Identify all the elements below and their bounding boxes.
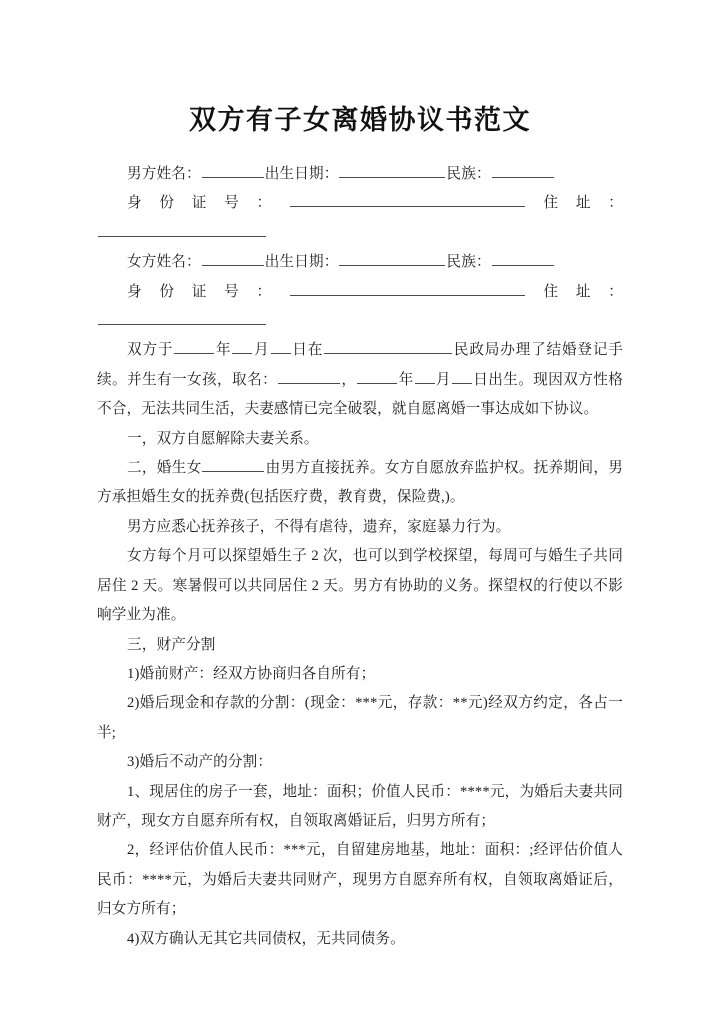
property-premarital: 1)婚前财产：经双方协商归各自所有； <box>127 665 376 682</box>
female-id-blank[interactable] <box>290 281 525 296</box>
civil-affairs-bureau-blank[interactable] <box>324 340 452 355</box>
male-address-blank[interactable] <box>98 222 266 237</box>
property-real-estate-heading: 3)婚后不动产的分割： <box>127 754 273 771</box>
preamble-paragraph <box>97 336 623 424</box>
preamble-year-unit: 年 <box>215 342 232 359</box>
male-name-blank[interactable] <box>202 163 264 178</box>
female-address-blank[interactable] <box>98 310 266 325</box>
clause-custody <box>97 454 623 513</box>
male-party-id-line <box>97 189 623 248</box>
female-name-blank[interactable] <box>202 251 264 266</box>
custody-child-name-blank[interactable] <box>202 457 264 472</box>
male-id-label: 身份证号： <box>127 195 289 212</box>
female-id-label: 身份证号： <box>127 283 289 300</box>
preamble-day-unit: 日在 <box>291 342 324 359</box>
clause-care-obligation: 男方应悉心抚养孩子，不得有虐待，遗弃，家庭暴力行为。 <box>127 518 511 535</box>
female-ethnicity-label: 民族： <box>446 254 491 271</box>
female-address-label: 住址： <box>525 283 623 300</box>
female-ethnicity-blank[interactable] <box>492 251 554 266</box>
preamble-seg3: 日出生。现因双方性格不合，无法共同生活，夫妻感情已完全破裂，就自愿离婚一事达成如下协议。 <box>97 371 624 418</box>
male-party-identity-line <box>97 160 623 189</box>
female-name-label: 女方姓名： <box>127 254 201 271</box>
male-id-blank[interactable] <box>290 193 525 208</box>
child-birth-month-blank[interactable] <box>415 369 435 384</box>
male-ethnicity-label: 民族： <box>446 166 491 182</box>
preamble-month-unit: 月 <box>253 342 270 359</box>
female-birth-label: 出生日期： <box>264 254 339 271</box>
property-debts: 4)双方确认无其它共同债权，无共同债务。 <box>127 930 405 947</box>
child-name-blank[interactable] <box>278 369 340 384</box>
male-address-label: 住址： <box>525 195 623 212</box>
male-name-label: 男方姓名： <box>127 166 201 182</box>
female-birth-blank[interactable] <box>339 251 445 266</box>
child-birth-day-blank[interactable] <box>452 369 472 384</box>
female-party-id-line <box>97 278 623 337</box>
document-title: 双方有子女离婚协议书范文 <box>189 105 531 136</box>
male-birth-label: 出生日期： <box>264 166 339 182</box>
marriage-day-blank[interactable] <box>271 340 291 355</box>
male-birth-blank[interactable] <box>339 163 445 178</box>
preamble-comma: ， <box>341 371 357 388</box>
clause-custody-prefix: 二，婚生女 <box>127 460 202 477</box>
clause-property-heading: 三，财产分割 <box>127 636 216 653</box>
preamble-month-unit2: 月 <box>435 371 451 388</box>
clause-visitation-rights: 女方每个月可以探望婚生子 2 次，也可以到学校探望，每周可与婚生子共同居住 2 天。寒暑假可以共同居住 2 天。男方有协助的义务。探望权的行使以不影响学业为准。 <box>97 548 623 624</box>
clause-dissolution: 一，双方自愿解除夫妻关系。 <box>127 430 319 447</box>
female-party-identity-line <box>97 248 623 277</box>
property-cash-deposits: 2)婚后现金和存款的分割：(现金：***元，存款：**元)经双方约定，各占一半; <box>97 695 623 741</box>
preamble-seg1: 双方于 <box>127 342 174 359</box>
clause-custody-body: 由男方直接抚养。女方自愿放弃监护权。抚养期间，男方承担婚生女的抚养费(包括医疗费，教育费，保险费,)。 <box>97 460 623 506</box>
child-birth-year-blank[interactable] <box>357 369 397 384</box>
property-real-estate-item-1: 1、现居住的房子一套，地址：面积；价值人民币：****元，为婚后夫妻共同财产，现女方自愿弃所有权，自领取离婚证后，归男方所有； <box>97 783 623 829</box>
marriage-month-blank[interactable] <box>232 340 252 355</box>
document-body <box>97 160 623 954</box>
male-ethnicity-blank[interactable] <box>492 163 554 178</box>
preamble-seg2: 民政局办理了结婚登记手续。并生有一女孩，取名： <box>97 342 624 388</box>
property-real-estate-item-2: 2，经评估价值人民币：***元，自留建房地基，地址：面积：;经评估价值人民币：****元，为婚后夫妻共同财产，现男方自愿弃所有权，自领取离婚证后，归女方所有； <box>97 842 623 918</box>
preamble-year-unit2: 年 <box>398 371 414 388</box>
marriage-year-blank[interactable] <box>174 340 214 355</box>
